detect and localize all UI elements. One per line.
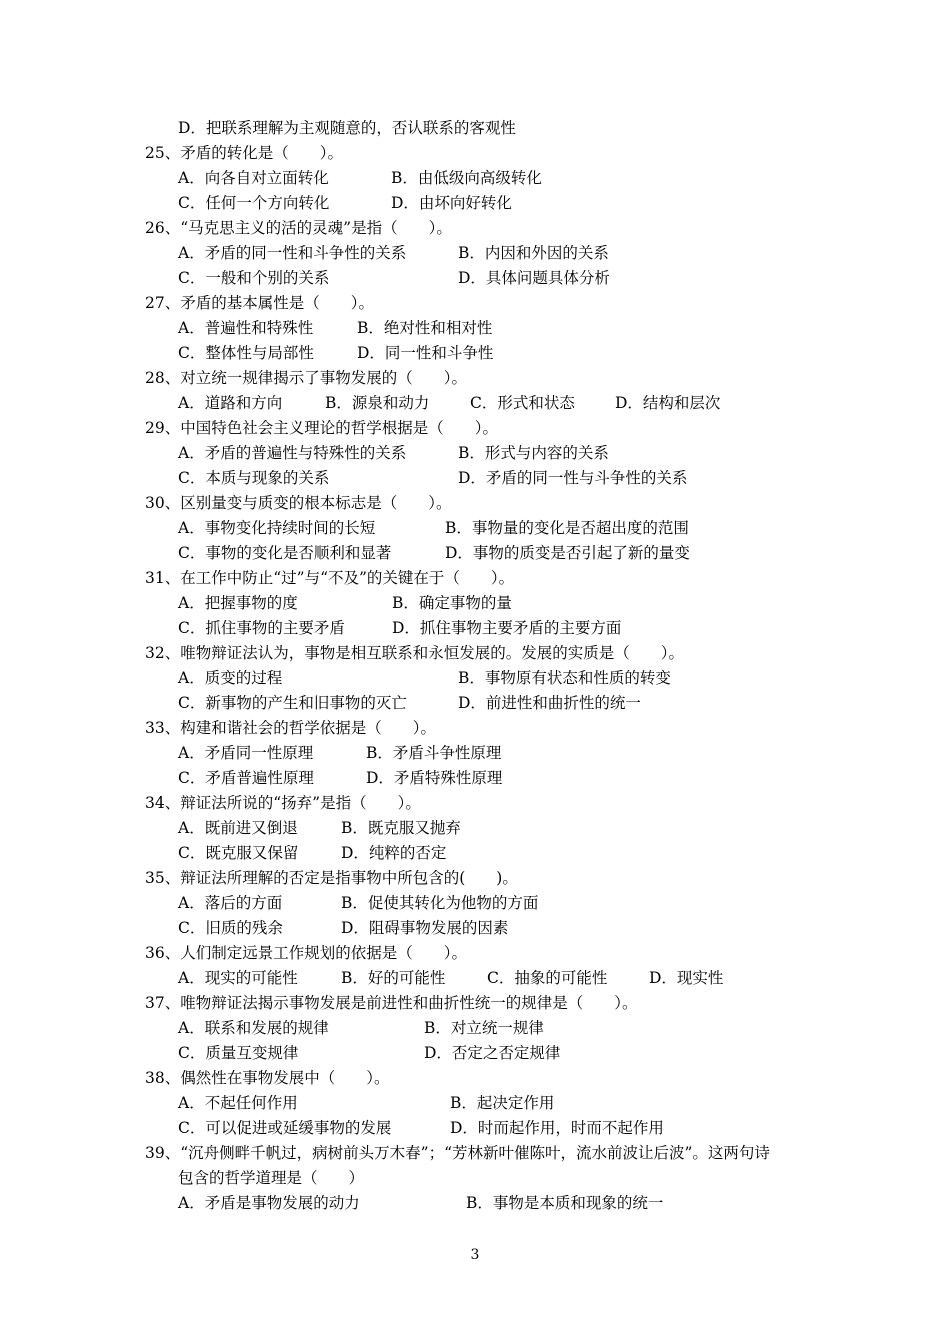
option-d: D．同一性和斗争性 (357, 344, 494, 362)
question-38 (0, 1066, 390, 1090)
option-line (0, 916, 509, 940)
page-number: 3 (470, 1247, 480, 1263)
option-c: C．抓住事物的主要矛盾 (178, 619, 345, 637)
option-d: D．阻碍事物发展的因素 (341, 919, 509, 937)
option-b: B．事物原有状态和性质的转变 (458, 669, 671, 687)
question-31 (0, 566, 515, 590)
option-line (0, 616, 622, 640)
option-line (0, 341, 494, 365)
option-b: B．好的可能性 (341, 969, 446, 987)
question-30 (0, 491, 452, 515)
option-d: D．现实性 (649, 969, 724, 987)
option-b: B．对立统一规律 (424, 1019, 544, 1037)
question-stem: 26、“马克思主义的活的灵魂”是指（ ）。 (145, 219, 452, 237)
option-line (0, 1016, 544, 1040)
option-line (0, 891, 539, 915)
option-a: A．道路和方向 (178, 394, 283, 412)
question-stem: 38、偶然性在事物发展中（ ）。 (145, 1069, 390, 1087)
option-a: A．联系和发展的规律 (178, 1019, 329, 1037)
question-stem: 28、对立统一规律揭示了事物发展的（ ）。 (145, 369, 467, 387)
option-d: D．结构和层次 (615, 394, 721, 412)
option-line (0, 466, 688, 490)
option-line (0, 966, 724, 990)
question-28 (0, 366, 467, 390)
option-line (0, 666, 671, 690)
option-line (0, 1191, 664, 1215)
question-35 (0, 866, 518, 890)
option-b: B．既克服又抛弃 (341, 819, 461, 837)
question-stem: 30、区别量变与质变的根本标志是（ ）。 (145, 494, 452, 512)
option-b: B．形式与内容的关系 (458, 444, 609, 462)
question-stem: 32、唯物辩证法认为，事物是相互联系和永恒发展的。发展的实质是（ ）。 (145, 644, 684, 662)
option-b: B．源泉和动力 (325, 394, 430, 412)
question-39 (0, 1141, 770, 1165)
question-stem: 33、构建和谐社会的哲学依据是（ ）。 (145, 719, 436, 737)
question-stem: 29、中国特色社会主义理论的哲学根据是（ ）。 (145, 419, 498, 437)
option-c: C．本质与现象的关系 (178, 469, 330, 487)
question-36 (0, 941, 467, 965)
option-d: D．矛盾特殊性原理 (366, 769, 503, 787)
question-29 (0, 416, 498, 440)
option-line (0, 191, 512, 215)
option-d: D．纯粹的否定 (341, 844, 447, 862)
option-line (0, 841, 447, 865)
option-line (0, 241, 609, 265)
option-d: D．抓住事物主要矛盾的主要方面 (392, 619, 622, 637)
option-a: A．质变的过程 (178, 669, 283, 687)
option-d: D．否定之否定规律 (424, 1044, 561, 1062)
option-line (0, 766, 503, 790)
question-stem: 37、唯物辩证法揭示事物发展是前进性和曲折性统一的规律是（ ）。 (145, 994, 638, 1012)
option-line (0, 741, 502, 765)
question-34 (0, 791, 421, 815)
question-33 (0, 716, 436, 740)
option-a: A．普遍性和特殊性 (178, 319, 314, 337)
option-c: C．抽象的可能性 (487, 969, 608, 987)
option-a: A．矛盾的普遍性与特殊性的关系 (178, 444, 407, 462)
option-a: A．事物变化持续时间的长短 (178, 519, 376, 537)
question-stem: 34、辩证法所说的“扬弃”是指（ ）。 (145, 794, 421, 812)
option-b: B．确定事物的量 (392, 594, 512, 612)
question-37 (0, 991, 638, 1015)
question-stem: 36、人们制定远景工作规划的依据是（ ）。 (145, 944, 467, 962)
option-a: A．矛盾同一性原理 (178, 744, 314, 762)
question-stem: 39、“沉舟侧畔千帆过，病树前头万木春”；“芳林新叶催陈叶，流水前波让后波”。这两句诗 (145, 1144, 770, 1162)
option-line (0, 1116, 664, 1140)
question-stem: 27、矛盾的基本属性是（ ）。 (145, 294, 374, 312)
option-c: C．整体性与局部性 (178, 344, 314, 362)
option-d: D．由坏向好转化 (391, 194, 512, 212)
option-d: D．把联系理解为主观随意的，否认联系的客观性 (178, 119, 516, 137)
question-25 (0, 141, 343, 165)
option-a: A．既前进又倒退 (178, 819, 298, 837)
option-b: B．事物量的变化是否超出度的范围 (445, 519, 689, 537)
option-c: C．事物的变化是否顺利和显著 (178, 544, 392, 562)
option-a: A．落后的方面 (178, 894, 283, 912)
option-a: A．向各自对立面转化 (178, 169, 329, 187)
option-b: B．绝对性和相对性 (357, 319, 493, 337)
question-32 (0, 641, 684, 665)
option-c: C．可以促进或延缓事物的发展 (178, 1119, 392, 1137)
option-line (0, 541, 690, 565)
option-line (0, 1091, 555, 1115)
option-d: D．事物的质变是否引起了新的量变 (445, 544, 690, 562)
option-c: C．任何一个方向转化 (178, 194, 330, 212)
option-d: D．时而起作用，时而不起作用 (450, 1119, 664, 1137)
option-a: A．现实的可能性 (178, 969, 298, 987)
question-stem: 25、矛盾的转化是（ ）。 (145, 144, 343, 162)
option-line (0, 316, 493, 340)
option-line (0, 516, 689, 540)
option-a: A．矛盾是事物发展的动力 (178, 1194, 360, 1212)
option-b: B．内因和外因的关系 (458, 244, 609, 262)
option-b: B．事物是本质和现象的统一 (466, 1194, 664, 1212)
option-b: B．由低级向高级转化 (391, 169, 542, 187)
option-c: C．既克服又保留 (178, 844, 299, 862)
option-line (0, 266, 610, 290)
option-c: C．旧质的残余 (178, 919, 283, 937)
option-line (0, 391, 721, 415)
option-d: D．具体问题具体分析 (458, 269, 610, 287)
option-a: A．矛盾的同一性和斗争性的关系 (178, 244, 407, 262)
option-b: B．起决定作用 (450, 1094, 555, 1112)
option-line (0, 166, 542, 190)
question-27 (0, 291, 374, 315)
option-d: D．矛盾的同一性与斗争性的关系 (458, 469, 688, 487)
question-stem: 31、在工作中防止“过”与“不及”的关键在于（ ）。 (145, 569, 515, 587)
option-c: C．一般和个别的关系 (178, 269, 330, 287)
option-a: A．不起任何作用 (178, 1094, 298, 1112)
option-b: B．矛盾斗争性原理 (366, 744, 502, 762)
option-c: C．矛盾普遍性原理 (178, 769, 314, 787)
option-line (0, 691, 641, 715)
question-stem: 35、辩证法所理解的否定是指事物中所包含的( )。 (145, 869, 518, 887)
option-d: D．前进性和曲折性的统一 (458, 694, 641, 712)
option-line (0, 816, 461, 840)
option-line (0, 441, 609, 465)
option-b: B．促使其转化为他物的方面 (341, 894, 539, 912)
option-line (0, 591, 512, 615)
option-c: C．新事物的产生和旧事物的灭亡 (178, 694, 407, 712)
option-a: A．把握事物的度 (178, 594, 298, 612)
option-c: C．质量互变规律 (178, 1044, 299, 1062)
question-26 (0, 216, 452, 240)
option-line (0, 1041, 561, 1065)
option-line (0, 116, 516, 140)
question-stem-continued (0, 1166, 365, 1190)
question-stem-line2: 包含的哲学道理是（ ） (178, 1169, 365, 1187)
option-c: C．形式和状态 (470, 394, 575, 412)
